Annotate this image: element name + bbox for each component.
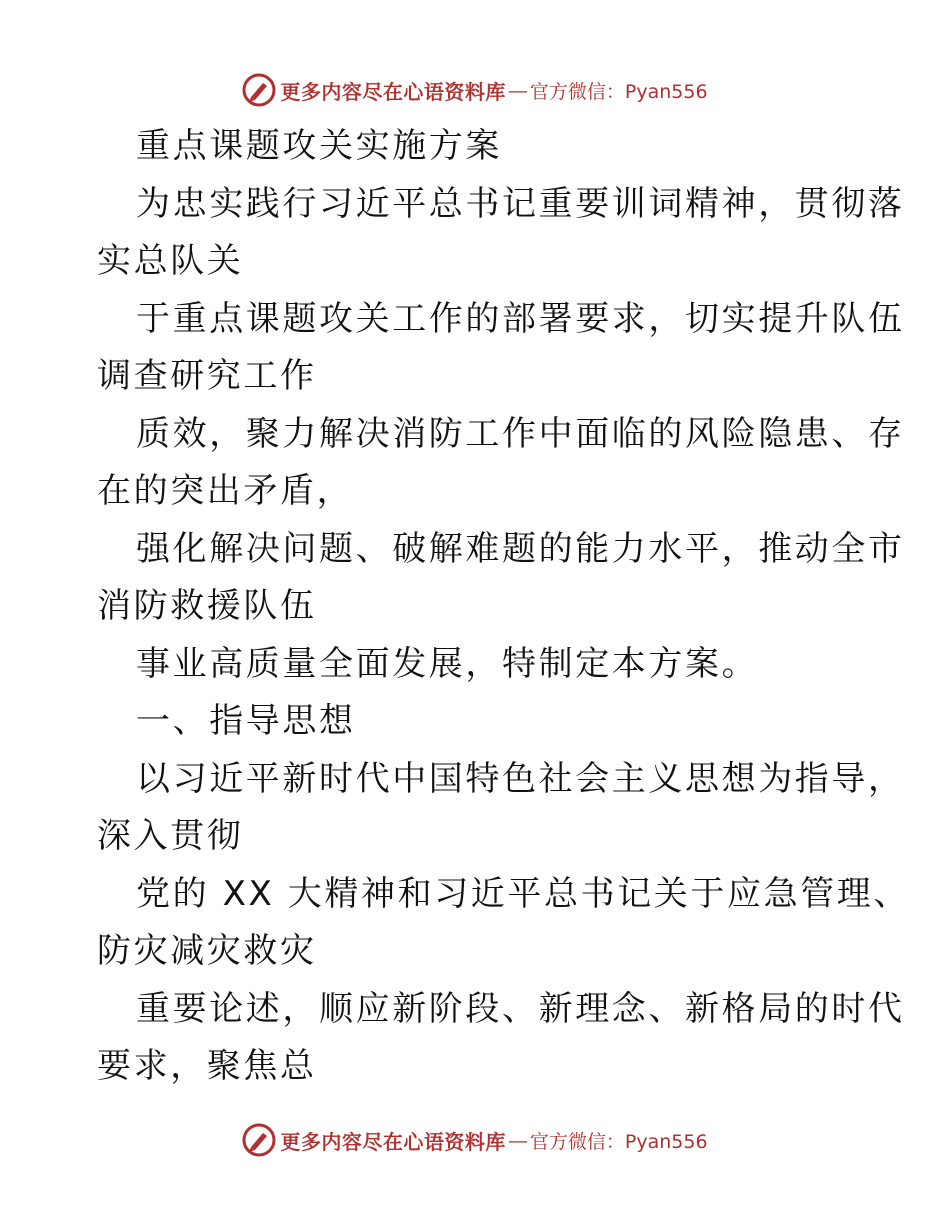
section-heading: 一、指导思想 [136, 701, 356, 741]
watermark-separator: — [507, 78, 528, 102]
watermark-text: 更多内容尽在心语资料库 [280, 1129, 506, 1154]
doc-line: 以习近平新时代中国特色社会主义思想为指导， [136, 758, 905, 799]
pen-logo-icon [242, 1123, 276, 1157]
doc-line: 强化解决问题、破解难题的能力水平，推动全市 [136, 528, 905, 569]
pen-logo-icon [242, 73, 276, 107]
footer-watermark [0, 1120, 950, 1160]
header-watermark [0, 70, 950, 110]
doc-line: 重要论述，顺应新阶段、新理念、新格局的时代 [136, 988, 905, 1029]
doc-line: 为忠实践行习近平总书记重要训词精神，贯彻落 [136, 183, 905, 224]
doc-line: 消防救援队伍 [97, 586, 317, 626]
doc-line: 要求，聚焦总 [97, 1046, 317, 1086]
doc-line: 在的突出矛盾， [97, 471, 354, 511]
watermark-wechat: 官方微信：Pyan556 [529, 80, 708, 103]
doc-title: 重点课题攻关实施方案 [136, 126, 502, 166]
doc-line: 调查研究工作 [97, 356, 317, 396]
watermark-wechat: 官方微信：Pyan556 [529, 1130, 708, 1153]
doc-line: 于重点课题攻关工作的部署要求，切实提升队伍 [136, 298, 905, 339]
doc-line: 事业高质量全面发展，特制定本方案。 [136, 643, 759, 684]
doc-line: 实总队关 [97, 241, 244, 281]
doc-line: 党的 XX 大精神和习近平总书记关于应急管理、 [136, 873, 910, 914]
doc-line: 防灾减灾救灾 [97, 931, 317, 971]
watermark-text: 更多内容尽在心语资料库 [280, 79, 506, 104]
doc-line: 深入贯彻 [97, 816, 244, 856]
doc-line: 质效，聚力解决消防工作中面临的风险隐患、存 [136, 413, 905, 454]
watermark-separator: — [507, 1128, 528, 1152]
document-body [97, 118, 910, 1096]
